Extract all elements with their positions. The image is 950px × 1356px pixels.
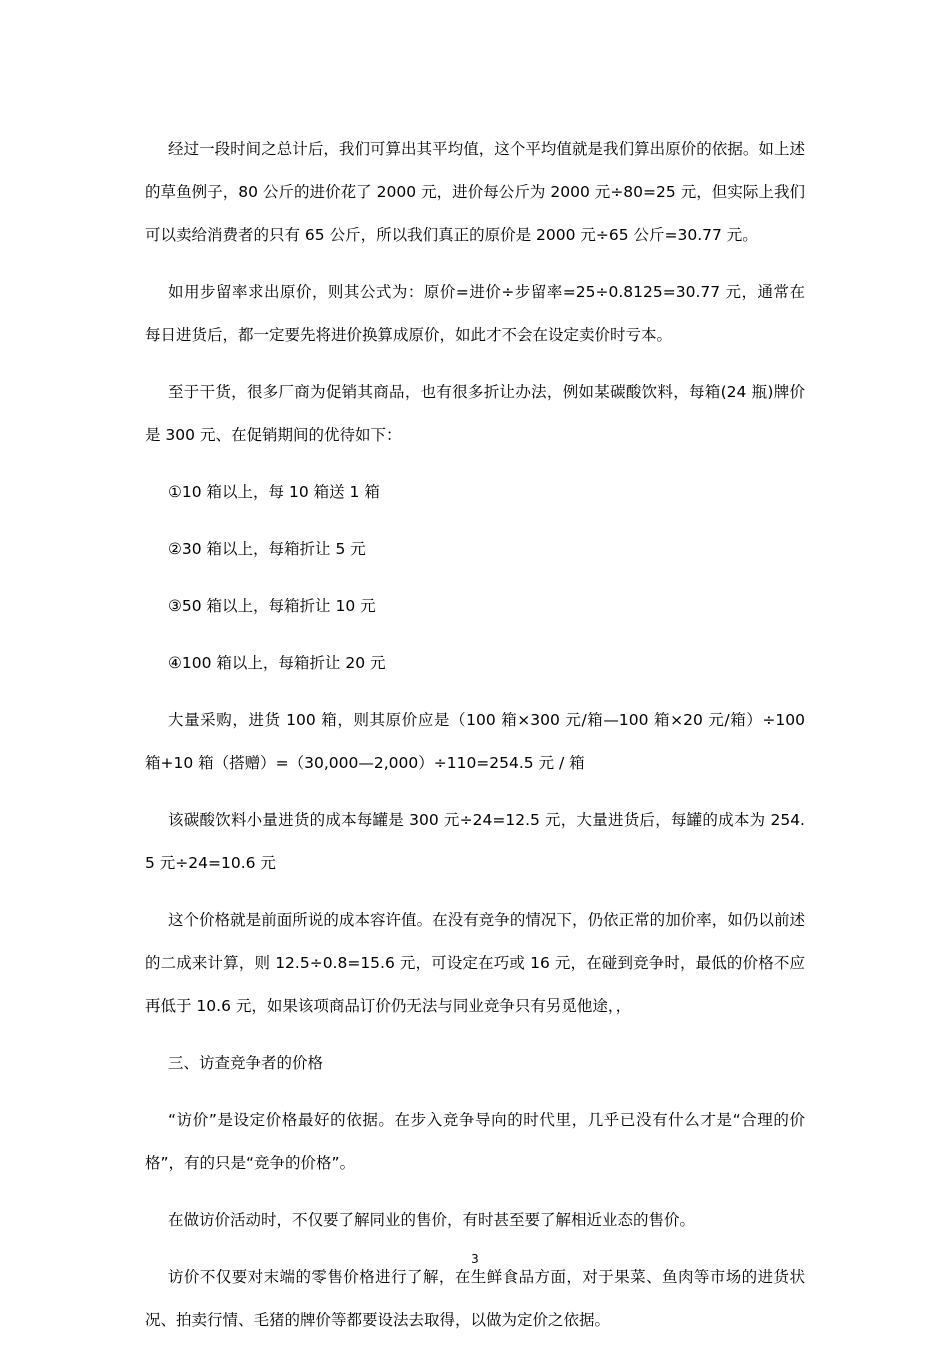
list-item-discount-4: ④100 箱以上，每箱折让 20 元 [168, 654, 386, 672]
paragraph-dry-goods-discount: 至于干货，很多厂商为促销其商品，也有很多折让办法，例如某碳酸饮料，每箱(24 瓶)牌价是 300 元、在促销期间的优待如下： [145, 383, 805, 444]
paragraph-original-price-average: 经过一段时间之总计后，我们可算出其平均值，这个平均值就是我们算出原价的依据。如上述的草鱼例子，80 公斤的进价花了 2000 元，进价每公斤为 2000 元÷80=25 元，但实际上我们可以卖给消费者的只有 65 公斤，所以我们真正的原价是 2000 元÷65 公斤=30.77 元。 [145, 140, 805, 244]
list-item-discount-3: ③50 箱以上，每箱折让 10 元 [168, 597, 376, 615]
page-body [145, 128, 805, 1356]
page-number: 3 [471, 1252, 479, 1266]
paragraph-bulk-purchase: 大量采购，进货 100 箱，则其原价应是（100 箱×300 元/箱—100 箱×20 元/箱）÷100 箱+10 箱（搭赠）=（30,000—2,000）÷110=254.5 元 / 箱 [145, 711, 805, 772]
paragraph-cost-tolerance: 这个价格就是前面所说的成本容许值。在没有竞争的情况下，仍依正常的加价率，如仍以前述的二成来计算，则 12.5÷0.8=15.6 元，可设定在巧或 16 元，在碰到竞争时，最低的价格不应再低于 10.6 元，如果该项商品订价仍无法与同业竞争只有另觅他途，， [145, 911, 805, 1015]
section-heading-competitor-prices: 三、访查竞争者的价格 [168, 1054, 324, 1072]
paragraph-cost-per-can: 该碳酸饮料小量进货的成本每罐是 300 元÷24=12.5 元，大量进货后，每罐的成本为 254.5 元÷24=10.6 元 [145, 811, 805, 872]
paragraph-fresh-food-pricing: 访价不仅要对末端的零售价格进行了解，在生鲜食品方面，对于果菜、鱼肉等市场的进货状况、拍卖行情、毛猪的牌价等都要设法去取得，以做为定价之依据。 [145, 1268, 805, 1329]
list-item-discount-2: ②30 箱以上，每箱折让 5 元 [168, 540, 366, 558]
paragraph-yield-rate-formula: 如用步留率求出原价，则其公式为：原价=进价÷步留率=25÷0.8125=30.77 元，通常在每日进货后，都一定要先将进价换算成原价，如此才不会在设定卖价时亏本。 [145, 283, 805, 344]
paragraph-price-visit-scope: 在做访价活动时，不仅要了解同业的售价，有时甚至要了解相近业态的售价。 [168, 1211, 696, 1229]
list-item-discount-1: ①10 箱以上，每 10 箱送 1 箱 [168, 483, 380, 501]
paragraph-price-visit: “访价”是设定价格最好的依据。在步入竞争导向的时代里，几乎已没有什么才是“合理的价格”，有的只是“竞争的价格”。 [145, 1111, 805, 1172]
